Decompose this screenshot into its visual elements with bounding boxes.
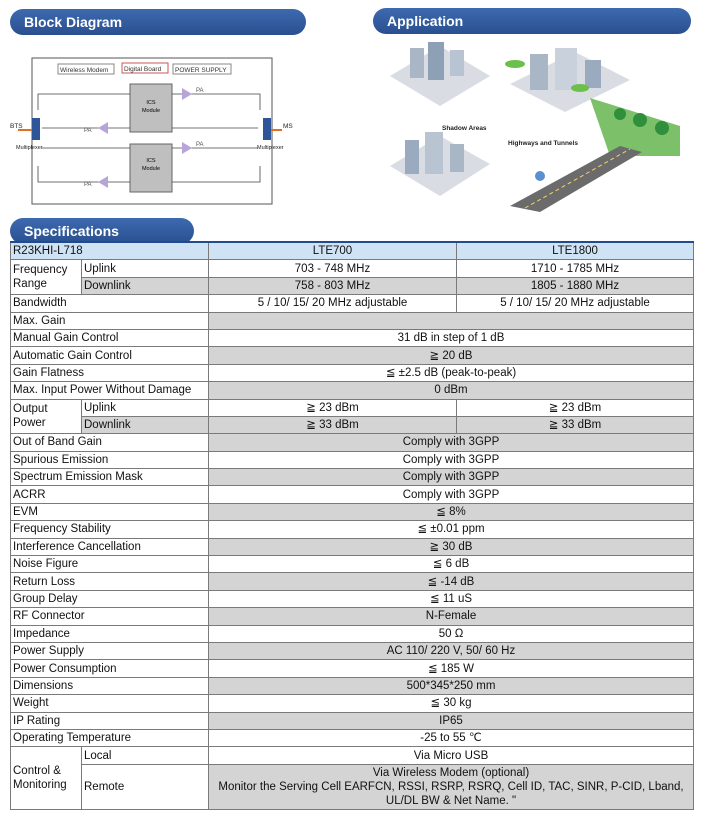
- spec-value: N-Female: [209, 608, 694, 625]
- spec-label: IP Rating: [11, 712, 209, 729]
- table-row: [11, 382, 694, 399]
- pa-amp-2: [98, 122, 108, 134]
- pa-label-1: PA: [196, 88, 204, 94]
- spec-value: ≦ 6 dB: [209, 556, 694, 573]
- table-row: [11, 764, 694, 809]
- pa-label-3: PA: [196, 142, 204, 148]
- local-label: Local: [82, 747, 209, 764]
- pa-label-2: PA: [84, 128, 92, 134]
- simple-rows: [11, 434, 694, 747]
- mgc-value: 31 dB in step of 1 dB: [209, 329, 694, 346]
- agc-value: ≧ 20 dB: [209, 347, 694, 364]
- freq-dl-band2: 1805 - 1880 MHz: [457, 277, 694, 294]
- ics-label-bottom: ICS: [146, 158, 156, 164]
- spec-value: Comply with 3GPP: [209, 486, 694, 503]
- building-1: [410, 48, 424, 78]
- bts-label: BTS: [10, 123, 23, 130]
- table-row: [11, 660, 694, 677]
- table-row: [11, 451, 694, 468]
- max-input-value: 0 dBm: [209, 382, 694, 399]
- spec-value: ≦ 11 uS: [209, 590, 694, 607]
- module-label-bottom: Module: [141, 166, 161, 172]
- table-row: [11, 538, 694, 555]
- spec-label: Frequency Stability: [11, 521, 209, 538]
- max-gain-label: Max. Gain: [11, 312, 209, 329]
- table-row: [11, 399, 694, 416]
- table-row: [11, 486, 694, 503]
- building-2: [428, 42, 444, 80]
- spec-value: ≧ 30 dB: [209, 538, 694, 555]
- spec-value: Comply with 3GPP: [209, 469, 694, 486]
- specifications-header: Specifications: [10, 218, 194, 244]
- power-supply-label: POWER SUPPLY: [175, 67, 227, 74]
- bandwidth-label: Bandwidth: [11, 295, 209, 312]
- table-row: [11, 329, 694, 346]
- multiplexer-left: [32, 118, 40, 140]
- pa-label-4: PA: [84, 182, 92, 188]
- spec-label: Power Supply: [11, 642, 209, 659]
- spec-value: ≦ 185 W: [209, 660, 694, 677]
- out-ul-band1: ≧ 23 dBm: [209, 399, 457, 416]
- table-row: [11, 695, 694, 712]
- table-row: [11, 347, 694, 364]
- spec-value: ≦ 30 kg: [209, 695, 694, 712]
- signal-badge-1: [505, 60, 525, 68]
- spec-label: ACRR: [11, 486, 209, 503]
- spec-label: Impedance: [11, 625, 209, 642]
- signal-badge-2: [571, 84, 589, 92]
- out-dl-band2: ≧ 33 dBm: [457, 416, 694, 433]
- spec-label: Power Consumption: [11, 660, 209, 677]
- control-block: [11, 747, 694, 809]
- band2-header: LTE1800: [457, 242, 694, 260]
- remote-line-1: Via Wireless Modem (optional): [372, 766, 530, 779]
- max-input-label: Max. Input Power Without Damage: [11, 382, 209, 399]
- local-value: Via Micro USB: [209, 747, 694, 764]
- tree-1: [614, 108, 626, 120]
- table-row: [11, 712, 694, 729]
- spec-label: Interference Cancellation: [11, 538, 209, 555]
- table-row: [11, 503, 694, 520]
- spec-value: 50 Ω: [209, 625, 694, 642]
- table-row: [11, 729, 694, 746]
- tree-2: [633, 113, 647, 127]
- table-row: [11, 277, 694, 294]
- table-row: [11, 590, 694, 607]
- spec-value: ≦ -14 dB: [209, 573, 694, 590]
- block-diagram-header: Block Diagram: [10, 9, 306, 35]
- spec-value: Comply with 3GPP: [209, 434, 694, 451]
- spec-value: ≦ ±0.01 ppm: [209, 521, 694, 538]
- flatness-value: ≦ ±2.5 dB (peak-to-peak): [209, 364, 694, 381]
- spec-label: RF Connector: [11, 608, 209, 625]
- block-diagram: [10, 48, 310, 208]
- freq-dl-band1: 758 - 803 MHz: [209, 277, 457, 294]
- bandwidth-band2: 5 / 10/ 15/ 20 MHz adjustable: [457, 295, 694, 312]
- spec-value: Comply with 3GPP: [209, 451, 694, 468]
- mgc-label: Manual Gain Control: [11, 329, 209, 346]
- spec-value: -25 to 55 ℃: [209, 729, 694, 746]
- max-gain-value: [209, 312, 694, 329]
- output-power-label: Output Power: [11, 399, 82, 434]
- spec-label: Return Loss: [11, 573, 209, 590]
- spec-value: ≦ 8%: [209, 503, 694, 520]
- table-header-row: [11, 242, 694, 260]
- digital-board-label: Digital Board: [124, 66, 162, 73]
- spec-label: Out of Band Gain: [11, 434, 209, 451]
- spec-value: 500*345*250 mm: [209, 677, 694, 694]
- table-row: [11, 573, 694, 590]
- highways-tunnels-label: Highways and Tunnels: [508, 140, 578, 147]
- table-row: [11, 434, 694, 451]
- remote-value: [209, 764, 694, 809]
- model-name: R23KHI-L718: [11, 242, 209, 260]
- remote-label: Remote: [82, 764, 209, 809]
- table-row: [11, 556, 694, 573]
- table-row: [11, 469, 694, 486]
- downlink-label: Downlink: [82, 416, 209, 433]
- building-4: [530, 54, 548, 90]
- freq-ul-band1: 703 - 748 MHz: [209, 260, 457, 277]
- table-row: [11, 295, 694, 312]
- freq-ul-band2: 1710 - 1785 MHz: [457, 260, 694, 277]
- spec-label: Operating Temperature: [11, 729, 209, 746]
- table-row: [11, 364, 694, 381]
- ms-label: MS: [283, 123, 293, 130]
- flatness-label: Gain Flatness: [11, 364, 209, 381]
- spec-value: AC 110/ 220 V, 50/ 60 Hz: [209, 642, 694, 659]
- spec-label: Weight: [11, 695, 209, 712]
- table-row: [11, 625, 694, 642]
- uplink-label: Uplink: [82, 399, 209, 416]
- building-6: [585, 60, 601, 88]
- building-5: [555, 48, 577, 90]
- freq-range-label: Frequency Range: [11, 260, 82, 295]
- application-illustration: [380, 36, 694, 212]
- specifications-table: [10, 241, 694, 810]
- spec-label: Spurious Emission: [11, 451, 209, 468]
- spec-label: Noise Figure: [11, 556, 209, 573]
- wireless-modem-label: Wireless Modem: [60, 67, 109, 74]
- control-monitoring-label: Control & Monitoring: [11, 747, 82, 809]
- pa-amp-4: [98, 176, 108, 188]
- application-header: Application: [373, 8, 691, 34]
- antenna-icon: [535, 171, 545, 181]
- pa-amp-1: [182, 88, 192, 100]
- multiplexer-right: [263, 118, 271, 140]
- building-3: [450, 50, 464, 76]
- remote-line-2: Monitor the Serving Cell EARFCN, RSSI, RSRP, RSRQ, Cell ID, TAC, SINR, P-CID, Lband,: [218, 780, 684, 793]
- agc-label: Automatic Gain Control: [11, 347, 209, 364]
- pa-amp-3: [182, 142, 192, 154]
- table-row: [11, 677, 694, 694]
- remote-line-3: UL/DL BW & Net Name. ": [385, 794, 517, 807]
- uplink-label: Uplink: [82, 260, 209, 277]
- spec-label: EVM: [11, 503, 209, 520]
- module-label-top: Module: [141, 108, 161, 114]
- spec-label: Dimensions: [11, 677, 209, 694]
- table-row: [11, 260, 694, 277]
- table-row: [11, 608, 694, 625]
- out-ul-band2: ≧ 23 dBm: [457, 399, 694, 416]
- tree-3: [655, 121, 669, 135]
- spec-label: Group Delay: [11, 590, 209, 607]
- band1-header: LTE700: [209, 242, 457, 260]
- table-row: [11, 521, 694, 538]
- spec-value: IP65: [209, 712, 694, 729]
- building-7: [405, 140, 419, 174]
- table-row: [11, 416, 694, 433]
- ics-label-top: ICS: [146, 100, 156, 106]
- shadow-areas-label: Shadow Areas: [442, 125, 487, 132]
- table-row: [11, 312, 694, 329]
- building-9: [450, 144, 464, 172]
- downlink-label: Downlink: [82, 277, 209, 294]
- multiplexer-label-left: Multiplexer: [16, 145, 43, 151]
- spec-label: Spectrum Emission Mask: [11, 469, 209, 486]
- building-8: [425, 132, 443, 174]
- table-row: [11, 642, 694, 659]
- table-row: [11, 747, 694, 764]
- out-dl-band1: ≧ 33 dBm: [209, 416, 457, 433]
- bandwidth-band1: 5 / 10/ 15/ 20 MHz adjustable: [209, 295, 457, 312]
- multiplexer-label-right: Multiplexer: [257, 145, 284, 151]
